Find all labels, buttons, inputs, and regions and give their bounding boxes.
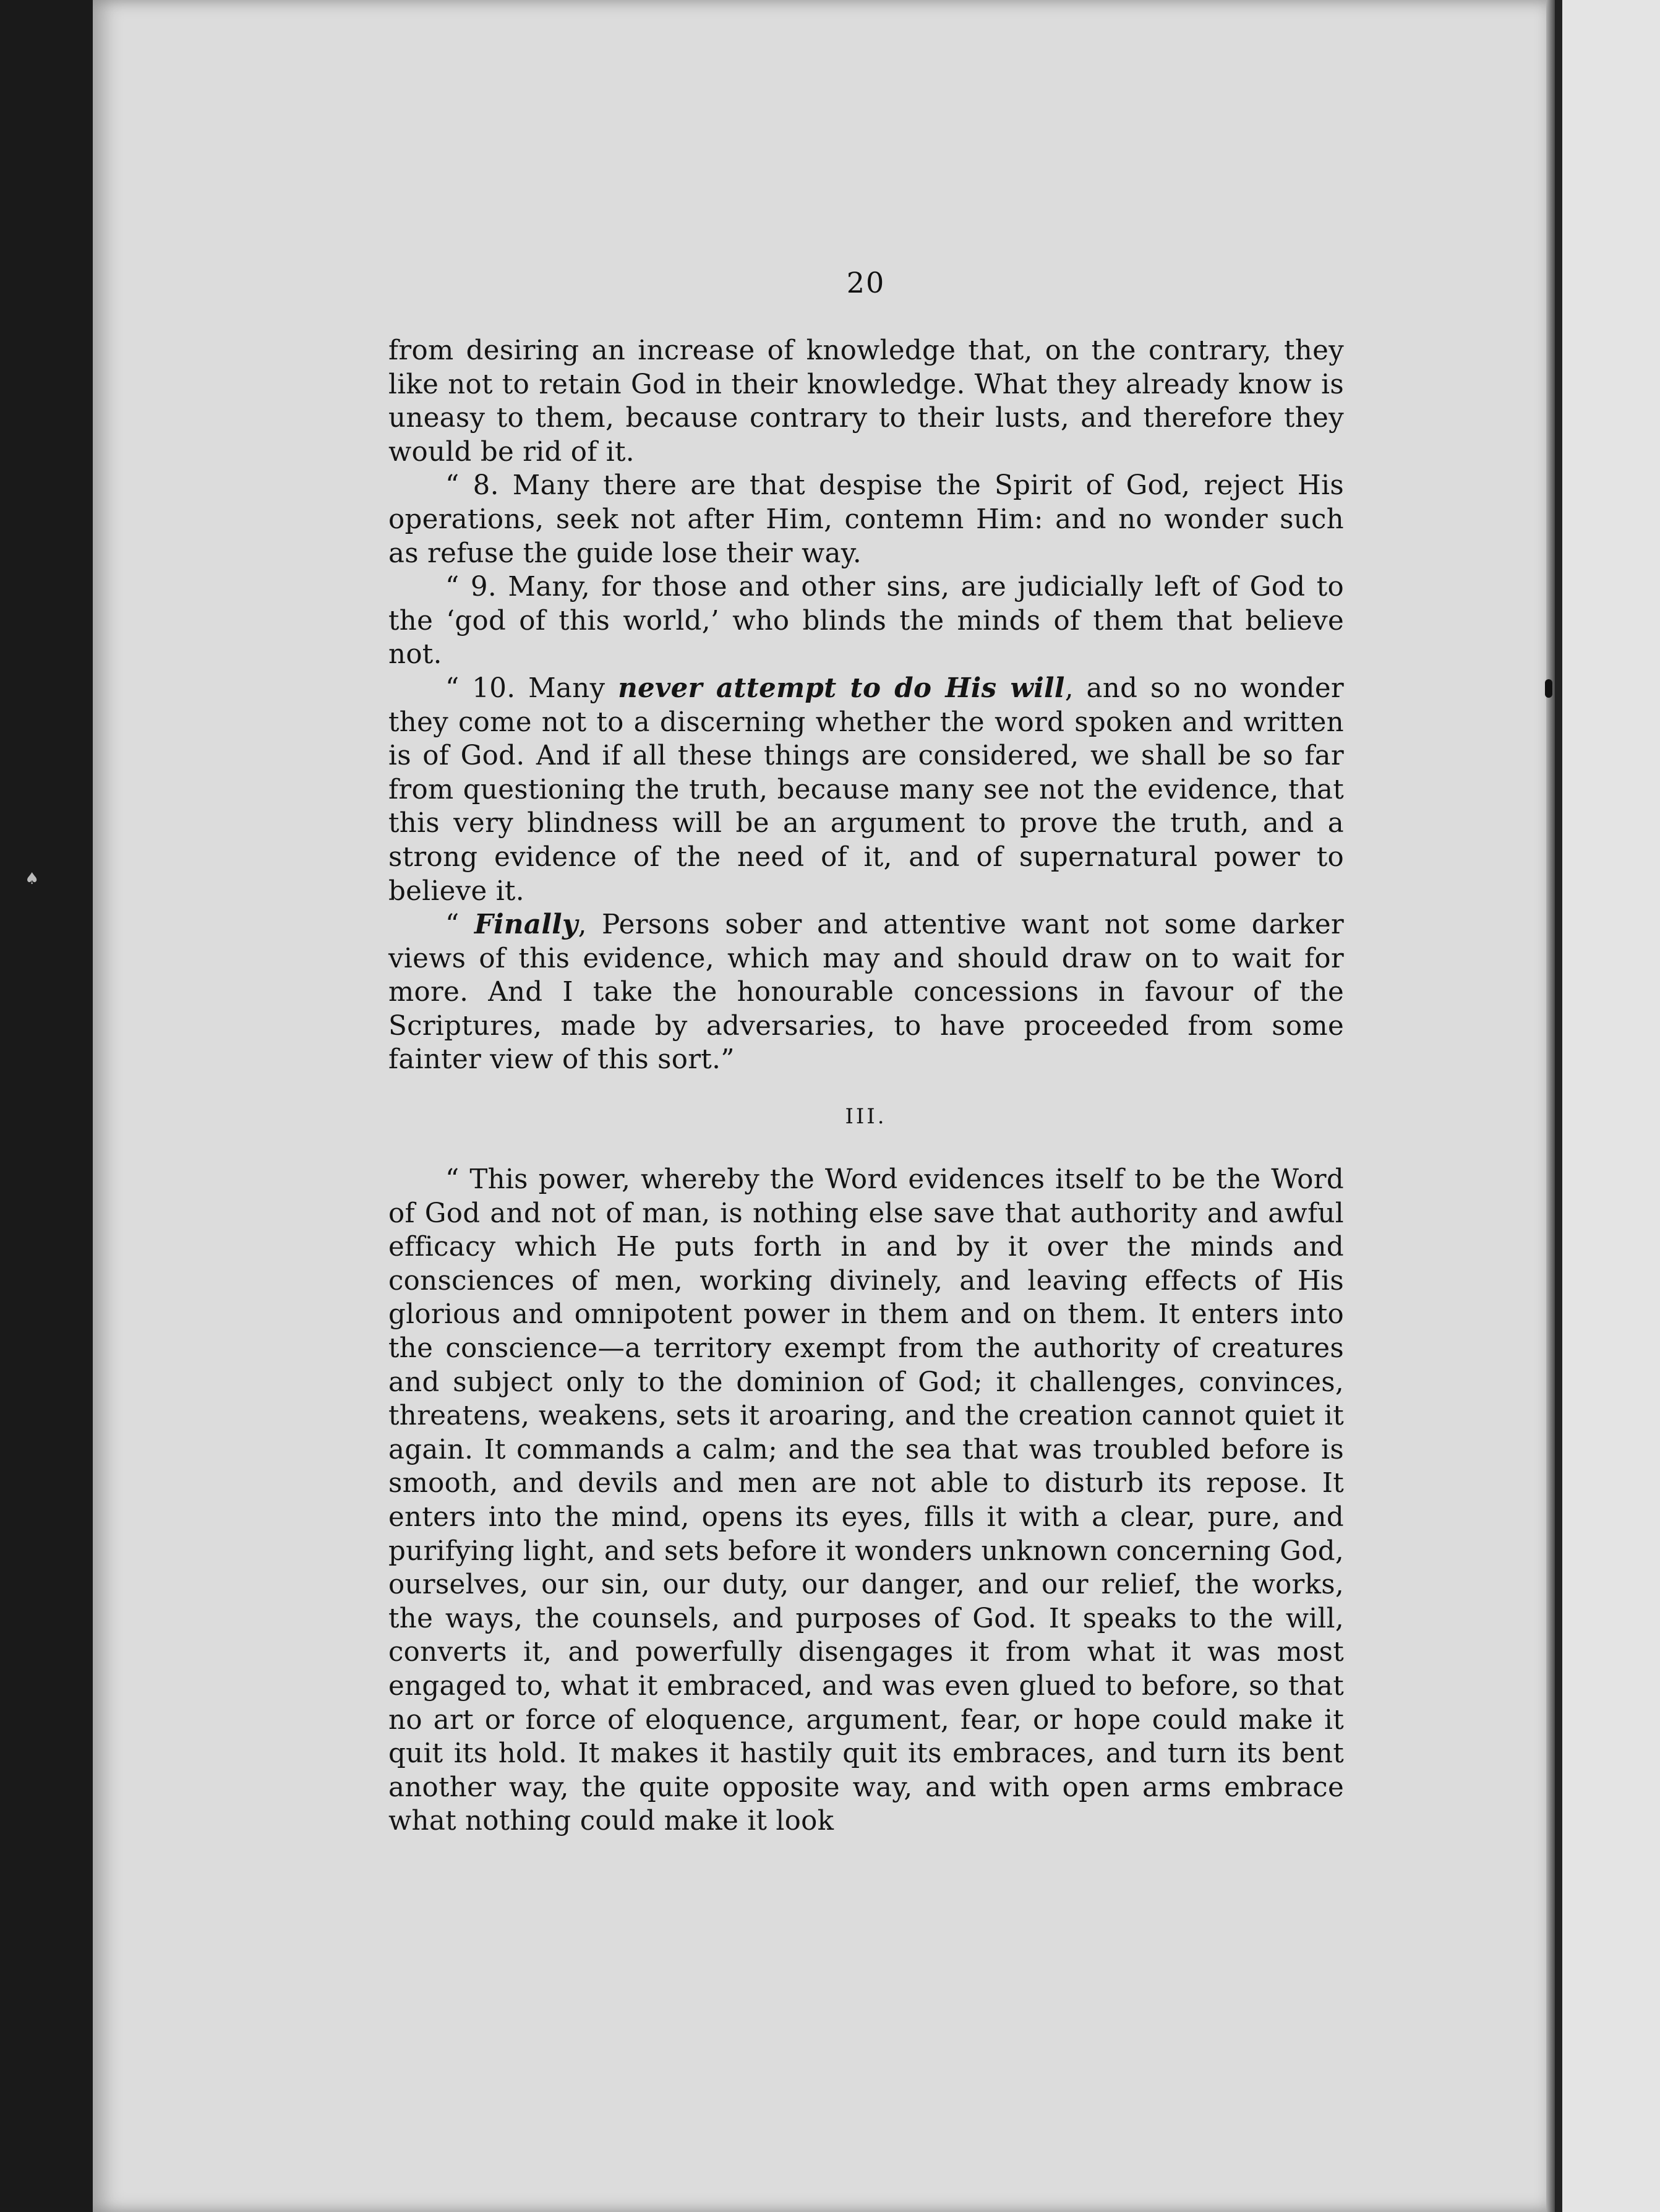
paragraph-point-10 xyxy=(388,672,1344,908)
body-text-upper xyxy=(388,334,1344,1077)
paragraph-finally-emphasis: Finally xyxy=(474,909,578,941)
adjacent-page-strip xyxy=(1555,0,1660,2212)
paragraph-point-9: “ 9. Many, for those and other sins, are judicially left of God to the ‘god of this world,’ who blinds the minds of them that believe not. xyxy=(388,572,1344,671)
paragraph-point-10-lead: “ 10. Many xyxy=(445,672,618,704)
margin-ornament-icon: ♠ xyxy=(25,870,40,888)
paragraph-finally xyxy=(388,908,1344,1077)
paragraph-finally-lead: “ xyxy=(445,909,474,941)
page-number: 20 xyxy=(846,266,886,299)
paragraph-finally-rest: , Persons sober and attentive want not some darker views of this evidence, which may and should draw on to wait for more. And I take the honourable concessions in favour of the Scriptures, made by adversaries, to have proceeded from some fainter view of this sort.” xyxy=(388,909,1344,1076)
body-text-lower xyxy=(388,1163,1344,1838)
paragraph-point-8: “ 8. Many there are that despise the Spirit of God, reject His operations, seek not after Him, contemn Him: and no wonder such as refuse the guide lose their way. xyxy=(388,470,1344,569)
margin-dot-icon xyxy=(1545,679,1552,698)
page-right-edge xyxy=(1546,0,1555,2212)
page-gutter-shadow xyxy=(1555,0,1562,2212)
paragraph-continuation: from desiring an increase of knowledge that, on the contrary, they like not to retain God in their knowledge. What they already know is uneasy to them, because contrary to their lusts, and therefore they would be rid of it. xyxy=(388,335,1344,468)
paragraph-point-10-rest: , and so no wonder they come not to a discerning whether the word spoken and written is of God. And if all these things are considered, we shall be so far from questioning the truth, because many see not the evidence, that this very blindness will be an argument to prove the truth, and a strong evidence of the need of it, and of supernatural power to believe it. xyxy=(388,672,1344,907)
section-numeral: III. xyxy=(845,1104,887,1129)
paragraph-point-10-emphasis: never attempt to do His will xyxy=(618,672,1065,704)
paragraph-power: “ This power, whereby the Word evidences itself to be the Word of God and not of man, is nothing else save that authority and awful efficacy which He puts forth in and by it over the minds and consciences of men, working divinely, and leaving effects of His glorious and omnipotent power in them and on them. It enters into the conscience—a territory exempt from the authority of creatures and subject only to the dominion of God; it challenges, convinces, threatens, weakens, sets it aroaring, and the creation cannot quiet it again. It commands a calm; and the sea that was troubled before is smooth, and devils and men are not able to disturb its repose. It enters into the mind, opens its eyes, fills it with a clear, pure, and purifying light, and sets before it wonders unknown concerning God, ourselves, our sin, our duty, our danger, and our relief, the works, the ways, the counsels, and purposes of God. It speaks to the will, converts it, and powerfully disengages it from what it was most engaged to, what it embraced, and was even glued to before, so that no art or force of eloquence, argument, fear, or hope could make it quit its hold. It makes it hastily quit its embraces, and turn its bent another way, the quite opposite way, and with open arms embrace what nothing could make it look xyxy=(388,1164,1344,1837)
